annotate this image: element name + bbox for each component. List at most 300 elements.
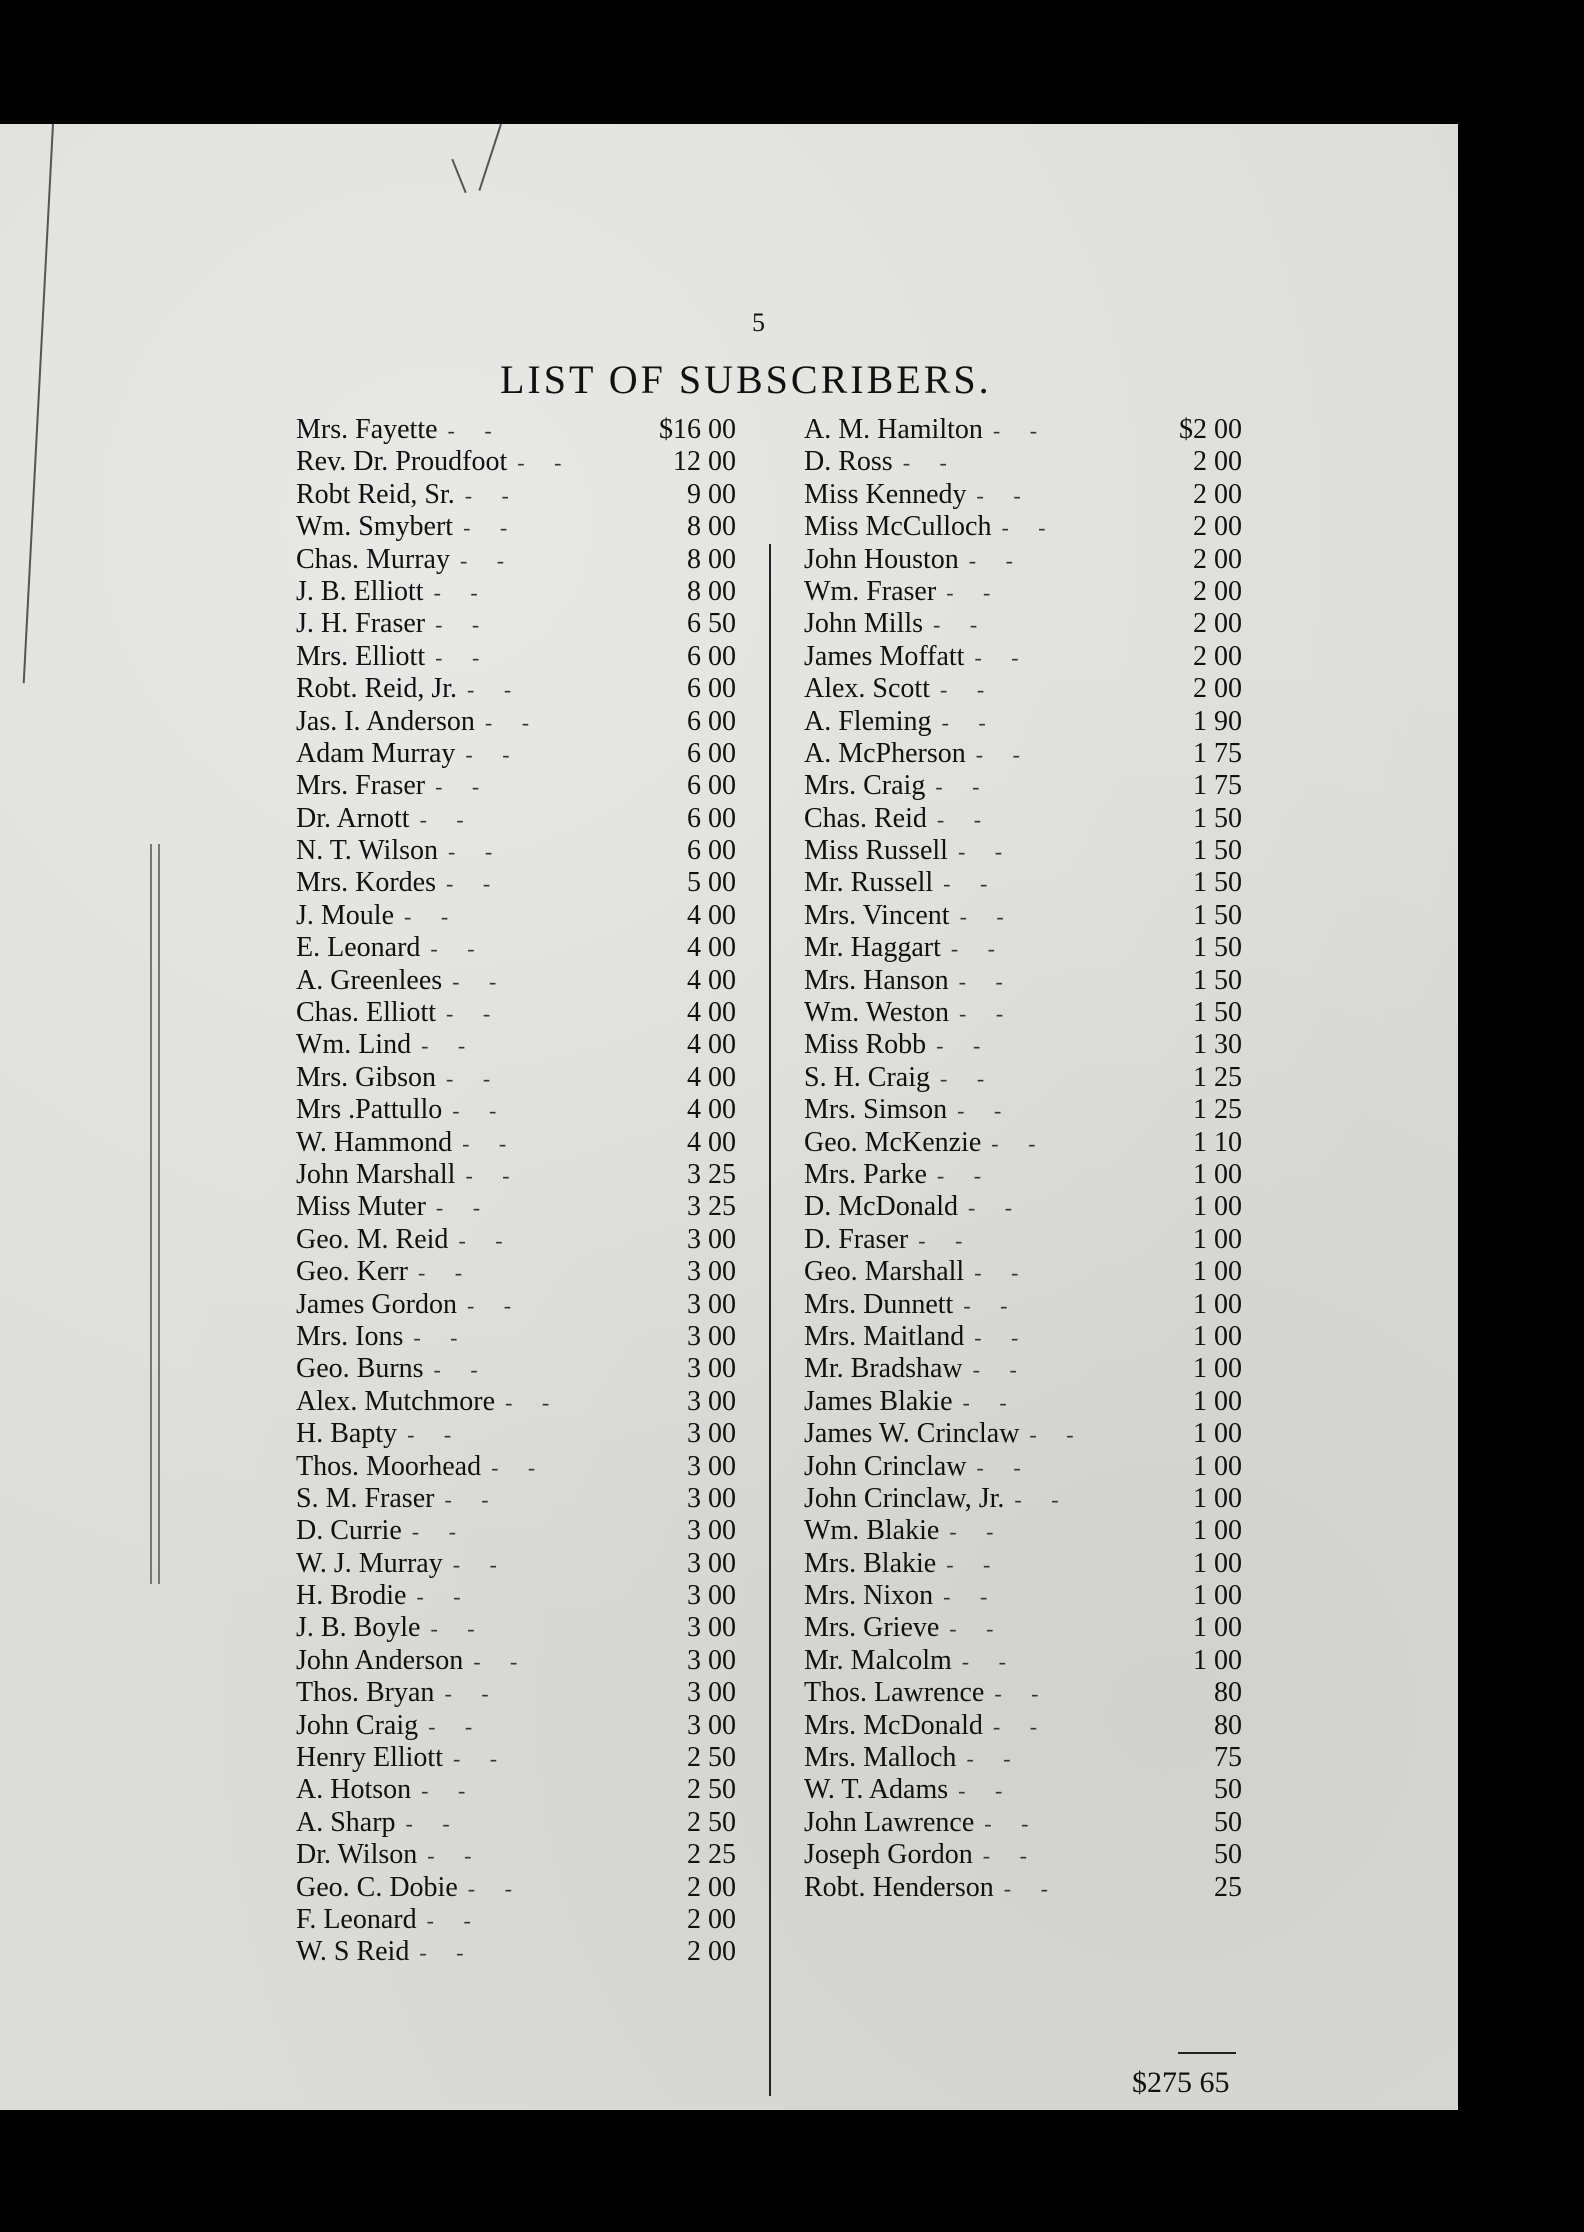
subscriber-name: Mrs. Dunnett xyxy=(804,1288,954,1320)
leader-dashes: - - xyxy=(959,903,1016,929)
subscriber-row xyxy=(804,1094,1242,1126)
leader-dashes: - - xyxy=(968,547,1025,573)
subscriber-row xyxy=(296,414,736,446)
subscription-amount: 1 50 xyxy=(1193,932,1242,964)
leader-dashes: - - xyxy=(994,1681,1051,1707)
leader-dashes: - - xyxy=(991,1130,1048,1156)
subscriber-name: Mr. Bradshaw xyxy=(804,1353,963,1385)
leader-dashes: - - xyxy=(417,1260,475,1286)
subscription-amount: 8 00 xyxy=(687,511,736,543)
leader-dashes: - - xyxy=(1003,1875,1060,1901)
subscription-amount: 1 90 xyxy=(1193,705,1242,737)
subscription-amount: 4 00 xyxy=(687,899,736,931)
subscriber-row xyxy=(296,1289,736,1321)
subscriber-row xyxy=(804,1289,1242,1321)
subscription-amount: 2 00 xyxy=(1193,511,1242,543)
leader-dashes: - - xyxy=(430,936,487,962)
subscriber-row xyxy=(296,1548,736,1580)
subscriber-name: Mr. Russell xyxy=(804,867,934,899)
leader-dashes: - - xyxy=(992,418,1050,443)
leader-dashes: - - xyxy=(992,1713,1050,1739)
subscription-amount: 9 00 xyxy=(687,478,736,510)
subscription-amount: 1 25 xyxy=(1193,1094,1242,1126)
subscriber-name: John Lawrence xyxy=(804,1806,975,1838)
leader-dashes: - - xyxy=(933,612,990,638)
subscriber-name: Chas. Elliott xyxy=(296,997,436,1029)
subscription-amount: 6 00 xyxy=(687,673,736,705)
leader-dashes: - - xyxy=(949,1519,1006,1545)
subscription-amount: 2 00 xyxy=(1193,446,1242,478)
subscriber-name: J. B. Elliott xyxy=(296,575,424,607)
subscriber-row xyxy=(296,1256,736,1288)
leader-dashes: - - xyxy=(435,612,492,638)
subscriber-row xyxy=(296,1515,736,1547)
subscriber-name: Mrs. Ions xyxy=(296,1320,404,1352)
subscriber-name: W. J. Murray xyxy=(296,1547,443,1579)
scratch-mark xyxy=(23,124,54,683)
subscriber-list-right xyxy=(804,414,1242,1904)
subscription-amount: 3 00 xyxy=(687,1450,736,1482)
subscriber-row xyxy=(296,738,736,770)
subscriber-name: Wm. Blakie xyxy=(804,1515,940,1547)
subscriber-row xyxy=(804,1483,1242,1515)
subscriber-row xyxy=(296,1386,736,1418)
subscriber-row xyxy=(804,1515,1242,1547)
subscriber-name: Robt Reid, Sr. xyxy=(296,478,455,510)
leader-dashes: - - xyxy=(435,1195,493,1221)
subscription-amount: 4 00 xyxy=(687,1029,736,1061)
subscriber-name: John Marshall xyxy=(296,1158,456,1190)
subscriber-name: D. Ross xyxy=(804,446,893,478)
subscriber-name: H. Bapty xyxy=(296,1418,398,1450)
leader-dashes: - - xyxy=(902,450,959,476)
subscriber-name: H. Brodie xyxy=(296,1580,407,1612)
leader-dashes: - - xyxy=(435,774,492,800)
leader-dashes: - - xyxy=(433,1357,490,1383)
subscriber-name: Alex. Mutchmore xyxy=(296,1385,496,1417)
subscriber-name: Mrs. Blakie xyxy=(804,1547,937,1579)
subscription-amount: 3 00 xyxy=(687,1644,736,1676)
subscriber-name: Mrs. Craig xyxy=(804,770,926,802)
subscriber-name: S. M. Fraser xyxy=(296,1482,435,1514)
subscription-amount: 3 00 xyxy=(687,1547,736,1579)
subscriber-row xyxy=(804,414,1242,446)
subscriber-row xyxy=(804,835,1242,867)
subscriber-name: Mrs. Fayette xyxy=(296,414,438,445)
subscriber-name: A. McPherson xyxy=(804,737,966,769)
subscription-amount: 50 xyxy=(1214,1806,1242,1838)
subscription-amount: 8 00 xyxy=(687,575,736,607)
total-rule xyxy=(1178,2052,1236,2054)
subscription-amount: 8 00 xyxy=(687,543,736,575)
subscription-amount: 2 00 xyxy=(687,1871,736,1903)
subscriber-row xyxy=(804,803,1242,835)
subscription-amount: 1 00 xyxy=(1193,1288,1242,1320)
subscriber-name: John Houston xyxy=(804,543,959,575)
leader-dashes: - - xyxy=(452,1098,509,1124)
subscriber-name: Jas. I. Anderson xyxy=(296,705,475,737)
subscription-amount: 1 50 xyxy=(1193,802,1242,834)
leader-dashes: - - xyxy=(452,1746,510,1772)
subscriber-row xyxy=(296,1191,736,1223)
subscriber-row xyxy=(296,1742,736,1774)
subscriber-name: E. Leonard xyxy=(296,932,421,964)
subscriber-row xyxy=(804,1159,1242,1191)
subscriber-name: J. B. Boyle xyxy=(296,1612,421,1644)
subscriber-name: Thos. Moorhead xyxy=(296,1450,482,1482)
leader-dashes: - - xyxy=(427,1843,484,1869)
subscription-amount: 2 00 xyxy=(687,1903,736,1935)
leader-dashes: - - xyxy=(452,1551,509,1577)
subscription-amount: 2 00 xyxy=(1193,575,1242,607)
subscriber-row xyxy=(296,1645,736,1677)
subscription-amount: 80 xyxy=(1214,1677,1242,1709)
subscription-amount: 1 75 xyxy=(1193,737,1242,769)
leader-dashes: - - xyxy=(452,968,509,994)
subscriber-row xyxy=(296,511,736,543)
subscription-amount: 50 xyxy=(1214,1774,1242,1806)
subscription-amount: 3 00 xyxy=(687,1677,736,1709)
leader-dashes: - - xyxy=(419,1940,476,1966)
subscription-amount: 2 00 xyxy=(1193,543,1242,575)
leader-dashes: - - xyxy=(421,1778,478,1804)
subscription-amount: 12 00 xyxy=(673,446,736,478)
subscription-amount: 25 xyxy=(1214,1871,1242,1903)
subscriber-name: Thos. Lawrence xyxy=(804,1677,985,1709)
subscriber-name: Mrs .Pattullo xyxy=(296,1094,443,1126)
subscriber-row xyxy=(296,1159,736,1191)
subscription-amount: 3 00 xyxy=(687,1320,736,1352)
subscriber-row xyxy=(804,1451,1242,1483)
subscriber-row xyxy=(804,673,1242,705)
leader-dashes: - - xyxy=(961,1648,1018,1674)
subscriber-row xyxy=(296,932,736,964)
subscriber-row xyxy=(804,1774,1242,1806)
subscriber-name: Geo. McKenzie xyxy=(804,1126,982,1158)
subscriber-name: Wm. Weston xyxy=(804,997,949,1029)
subscriber-name: J. Moule xyxy=(296,899,394,931)
leader-dashes: - - xyxy=(950,936,1008,962)
subscription-amount: 1 00 xyxy=(1193,1320,1242,1352)
leader-dashes: - - xyxy=(428,1713,485,1739)
scratch-mark xyxy=(451,159,466,193)
subscriber-row xyxy=(804,641,1242,673)
leader-dashes: - - xyxy=(958,1778,1015,1804)
leader-dashes: - - xyxy=(484,709,542,735)
subscription-amount: 4 00 xyxy=(687,1061,736,1093)
leader-dashes: - - xyxy=(405,1810,462,1836)
subscriber-name: Mrs. McDonald xyxy=(804,1709,983,1741)
subscriber-row xyxy=(804,1612,1242,1644)
leader-dashes: - - xyxy=(935,774,992,800)
subscription-amount: 1 00 xyxy=(1193,1223,1242,1255)
subscription-amount: 1 00 xyxy=(1193,1158,1242,1190)
subscriber-row xyxy=(804,1353,1242,1385)
leader-dashes: - - xyxy=(972,1357,1029,1383)
total-amount: $275 65 xyxy=(1132,2066,1230,2099)
subscriber-name: James Gordon xyxy=(296,1288,457,1320)
subscription-amount: 4 00 xyxy=(687,1126,736,1158)
leader-dashes: - - xyxy=(940,1065,997,1091)
subscription-amount: 1 00 xyxy=(1193,1644,1242,1676)
subscription-amount: 3 00 xyxy=(687,1385,736,1417)
subscriber-row xyxy=(804,446,1242,478)
subscriber-row xyxy=(296,576,736,608)
subscription-amount: 1 50 xyxy=(1193,997,1242,1029)
leader-dashes: - - xyxy=(430,1616,487,1642)
subscriber-row xyxy=(296,1872,736,1904)
subscriber-row xyxy=(296,479,736,511)
subscriber-row xyxy=(804,1321,1242,1353)
leader-dashes: - - xyxy=(936,1033,993,1059)
subscriber-row xyxy=(296,1580,736,1612)
subscriber-name: John Mills xyxy=(804,608,924,640)
subscription-amount: 6 00 xyxy=(687,835,736,867)
leader-dashes: - - xyxy=(463,515,520,541)
subscription-amount: 3 00 xyxy=(687,1709,736,1741)
subscriber-name: Mr. Malcolm xyxy=(804,1644,952,1676)
subscription-amount: 1 10 xyxy=(1193,1126,1242,1158)
subscriber-row xyxy=(296,1418,736,1450)
subscriber-row xyxy=(804,1224,1242,1256)
subscriber-row xyxy=(804,1710,1242,1742)
subscriber-name: W. T. Adams xyxy=(804,1774,949,1806)
subscriber-row xyxy=(296,1612,736,1644)
subscription-amount: 1 00 xyxy=(1193,1580,1242,1612)
subscriber-name: A. Hotson xyxy=(296,1774,412,1806)
subscriber-row xyxy=(804,1386,1242,1418)
leader-dashes: - - xyxy=(936,806,994,832)
subscriber-name: Mrs. Gibson xyxy=(296,1061,437,1093)
subscriber-name: Alex. Scott xyxy=(804,673,930,705)
leader-dashes: - - xyxy=(426,1907,483,1933)
subscriber-row xyxy=(804,932,1242,964)
subscriber-row xyxy=(804,1256,1242,1288)
subscription-amount: $16 00 xyxy=(659,414,736,445)
subscription-amount: 2 00 xyxy=(1193,673,1242,705)
leader-dashes: - - xyxy=(1001,515,1058,541)
leader-dashes: - - xyxy=(975,741,1032,767)
subscriber-row xyxy=(296,706,736,738)
subscriber-row xyxy=(296,1677,736,1709)
leader-dashes: - - xyxy=(421,1033,478,1059)
leader-dashes: - - xyxy=(957,1098,1014,1124)
subscription-amount: 4 00 xyxy=(687,1094,736,1126)
subscriber-name: W. S Reid xyxy=(296,1936,410,1968)
subscriber-row xyxy=(296,1029,736,1061)
subscriber-row xyxy=(296,673,736,705)
leader-dashes: - - xyxy=(517,450,574,476)
leader-dashes: - - xyxy=(413,1324,470,1350)
subscriber-name: Mrs. Parke xyxy=(804,1158,927,1190)
subscriber-row xyxy=(296,641,736,673)
subscriber-row xyxy=(804,1645,1242,1677)
leader-dashes: - - xyxy=(491,1454,548,1480)
leader-dashes: - - xyxy=(446,1001,503,1027)
subscription-amount: 1 00 xyxy=(1193,1191,1242,1223)
subscriber-row xyxy=(296,1224,736,1256)
subscription-amount: 1 00 xyxy=(1193,1353,1242,1385)
leader-dashes: - - xyxy=(462,1130,519,1156)
subscription-amount: 80 xyxy=(1214,1709,1242,1741)
leader-dashes: - - xyxy=(435,644,492,670)
subscription-amount: 2 50 xyxy=(687,1774,736,1806)
leader-dashes: - - xyxy=(407,1422,464,1448)
leader-dashes: - - xyxy=(966,1746,1023,1772)
leader-dashes: - - xyxy=(444,1681,501,1707)
subscriber-row xyxy=(296,1451,736,1483)
subscriber-name: F. Leonard xyxy=(296,1903,417,1935)
subscriber-row xyxy=(804,997,1242,1029)
leader-dashes: - - xyxy=(984,1810,1041,1836)
subscription-amount: 3 25 xyxy=(687,1191,736,1223)
subscription-amount: 2 25 xyxy=(687,1839,736,1871)
leader-dashes: - - xyxy=(433,579,490,605)
subscription-amount: 1 00 xyxy=(1193,1547,1242,1579)
subscriber-row xyxy=(296,900,736,932)
subscriber-row xyxy=(296,770,736,802)
subscriber-row xyxy=(804,738,1242,770)
subscriber-row xyxy=(804,576,1242,608)
subscription-amount: 6 50 xyxy=(687,608,736,640)
subscription-amount: 3 00 xyxy=(687,1515,736,1547)
document-page xyxy=(0,124,1458,2110)
leader-dashes: - - xyxy=(467,677,524,703)
subscriber-name: John Crinclaw xyxy=(804,1450,967,1482)
subscriber-row xyxy=(296,1483,736,1515)
subscriber-row xyxy=(296,1839,736,1871)
binding-mark xyxy=(150,844,160,1584)
leader-dashes: - - xyxy=(447,418,504,443)
subscriber-name: Mrs. Hanson xyxy=(804,964,949,996)
subscription-amount: 6 00 xyxy=(687,802,736,834)
subscriber-name: Chas. Reid xyxy=(804,802,927,834)
subscriber-name: A. Greenlees xyxy=(296,964,443,996)
subscriber-row xyxy=(804,511,1242,543)
subscriber-name: Mrs. Kordes xyxy=(296,867,436,899)
subscriber-name: S. H. Craig xyxy=(804,1061,930,1093)
leader-dashes: - - xyxy=(446,1065,503,1091)
subscriber-row xyxy=(296,1904,736,1936)
subscriber-name: Mrs. Simson xyxy=(804,1094,948,1126)
subscriber-row xyxy=(296,1127,736,1159)
subscription-amount: 4 00 xyxy=(687,997,736,1029)
subscriber-name: Dr. Wilson xyxy=(296,1839,418,1871)
subscriber-name: Geo. M. Reid xyxy=(296,1223,449,1255)
leader-dashes: - - xyxy=(957,839,1015,865)
subscription-amount: 3 00 xyxy=(687,1223,736,1255)
subscription-amount: 2 50 xyxy=(687,1742,736,1774)
leader-dashes: - - xyxy=(1029,1422,1086,1448)
subscriber-row xyxy=(804,1807,1242,1839)
subscription-amount: 50 xyxy=(1214,1839,1242,1871)
subscriber-name: Mrs. Maitland xyxy=(804,1320,965,1352)
subscription-amount: 3 00 xyxy=(687,1418,736,1450)
leader-dashes: - - xyxy=(918,1227,975,1253)
subscriber-row xyxy=(296,803,736,835)
subscription-amount: $2 00 xyxy=(1179,414,1242,445)
subscription-amount: 1 00 xyxy=(1193,1482,1242,1514)
subscriber-name: Wm. Lind xyxy=(296,1029,412,1061)
subscription-amount: 3 00 xyxy=(687,1353,736,1385)
subscriber-name: John Craig xyxy=(296,1709,419,1741)
subscriber-name: Geo. Marshall xyxy=(804,1256,965,1288)
subscription-amount: 4 00 xyxy=(687,932,736,964)
leader-dashes: - - xyxy=(466,1292,524,1318)
subscriber-row xyxy=(804,1062,1242,1094)
subscription-amount: 1 00 xyxy=(1193,1515,1242,1547)
subscriber-name: D. Fraser xyxy=(804,1223,909,1255)
subscriber-name: Wm. Smybert xyxy=(296,511,454,543)
subscriber-list-left xyxy=(296,414,736,1969)
subscriber-row xyxy=(804,1839,1242,1871)
subscriber-name: Miss Kennedy xyxy=(804,478,967,510)
subscription-amount: 1 50 xyxy=(1193,899,1242,931)
leader-dashes: - - xyxy=(473,1648,530,1674)
subscription-amount: 1 00 xyxy=(1193,1256,1242,1288)
subscriber-row xyxy=(296,544,736,576)
subscription-amount: 2 00 xyxy=(1193,640,1242,672)
subscriber-name: Miss Muter xyxy=(296,1191,426,1223)
subscriber-row xyxy=(296,1353,736,1385)
subscription-amount: 3 00 xyxy=(687,1288,736,1320)
column-divider xyxy=(769,544,771,2096)
subscriber-name: Henry Elliott xyxy=(296,1742,443,1774)
subscription-amount: 4 00 xyxy=(687,964,736,996)
subscriber-name: Chas. Murray xyxy=(296,543,450,575)
subscription-amount: 3 00 xyxy=(687,1580,736,1612)
leader-dashes: - - xyxy=(943,1584,1000,1610)
leader-dashes: - - xyxy=(459,547,517,573)
leader-dashes: - - xyxy=(940,677,997,703)
leader-dashes: - - xyxy=(444,1486,501,1512)
leader-dashes: - - xyxy=(1014,1486,1071,1512)
leader-dashes: - - xyxy=(419,806,476,832)
subscriber-name: J. H. Fraser xyxy=(296,608,426,640)
page-number: 5 xyxy=(752,308,765,337)
subscriber-name: A. M. Hamilton xyxy=(804,414,983,445)
subscription-amount: 6 00 xyxy=(687,640,736,672)
subscriber-row xyxy=(296,835,736,867)
subscription-amount: 5 00 xyxy=(687,867,736,899)
subscriber-name: Dr. Arnott xyxy=(296,802,410,834)
subscriber-name: Adam Murray xyxy=(296,737,456,769)
subscription-amount: 1 00 xyxy=(1193,1385,1242,1417)
leader-dashes: - - xyxy=(467,1875,524,1901)
leader-dashes: - - xyxy=(465,1162,522,1188)
subscriber-row xyxy=(296,1321,736,1353)
subscriber-row xyxy=(804,1580,1242,1612)
subscriber-name: James Moffatt xyxy=(804,640,965,672)
subscription-amount: 1 00 xyxy=(1193,1418,1242,1450)
subscriber-name: John Crinclaw, Jr. xyxy=(804,1482,1005,1514)
subscriber-row xyxy=(804,1677,1242,1709)
leader-dashes: - - xyxy=(411,1519,468,1545)
subscriber-name: W. Hammond xyxy=(296,1126,453,1158)
subscriber-name: Miss Russell xyxy=(804,835,948,867)
subscriber-row xyxy=(296,608,736,640)
subscriber-name: Mrs. Grieve xyxy=(804,1612,940,1644)
page-title: LIST OF SUBSCRIBERS. xyxy=(500,357,992,402)
leader-dashes: - - xyxy=(943,871,1000,897)
subscriber-name: Mrs. Elliott xyxy=(296,640,426,672)
subscriber-row xyxy=(804,479,1242,511)
subscriber-row xyxy=(296,1936,736,1968)
subscriber-row xyxy=(804,544,1242,576)
subscriber-name: Robt. Reid, Jr. xyxy=(296,673,458,705)
subscriber-row xyxy=(296,997,736,1029)
subscription-amount: 1 25 xyxy=(1193,1061,1242,1093)
